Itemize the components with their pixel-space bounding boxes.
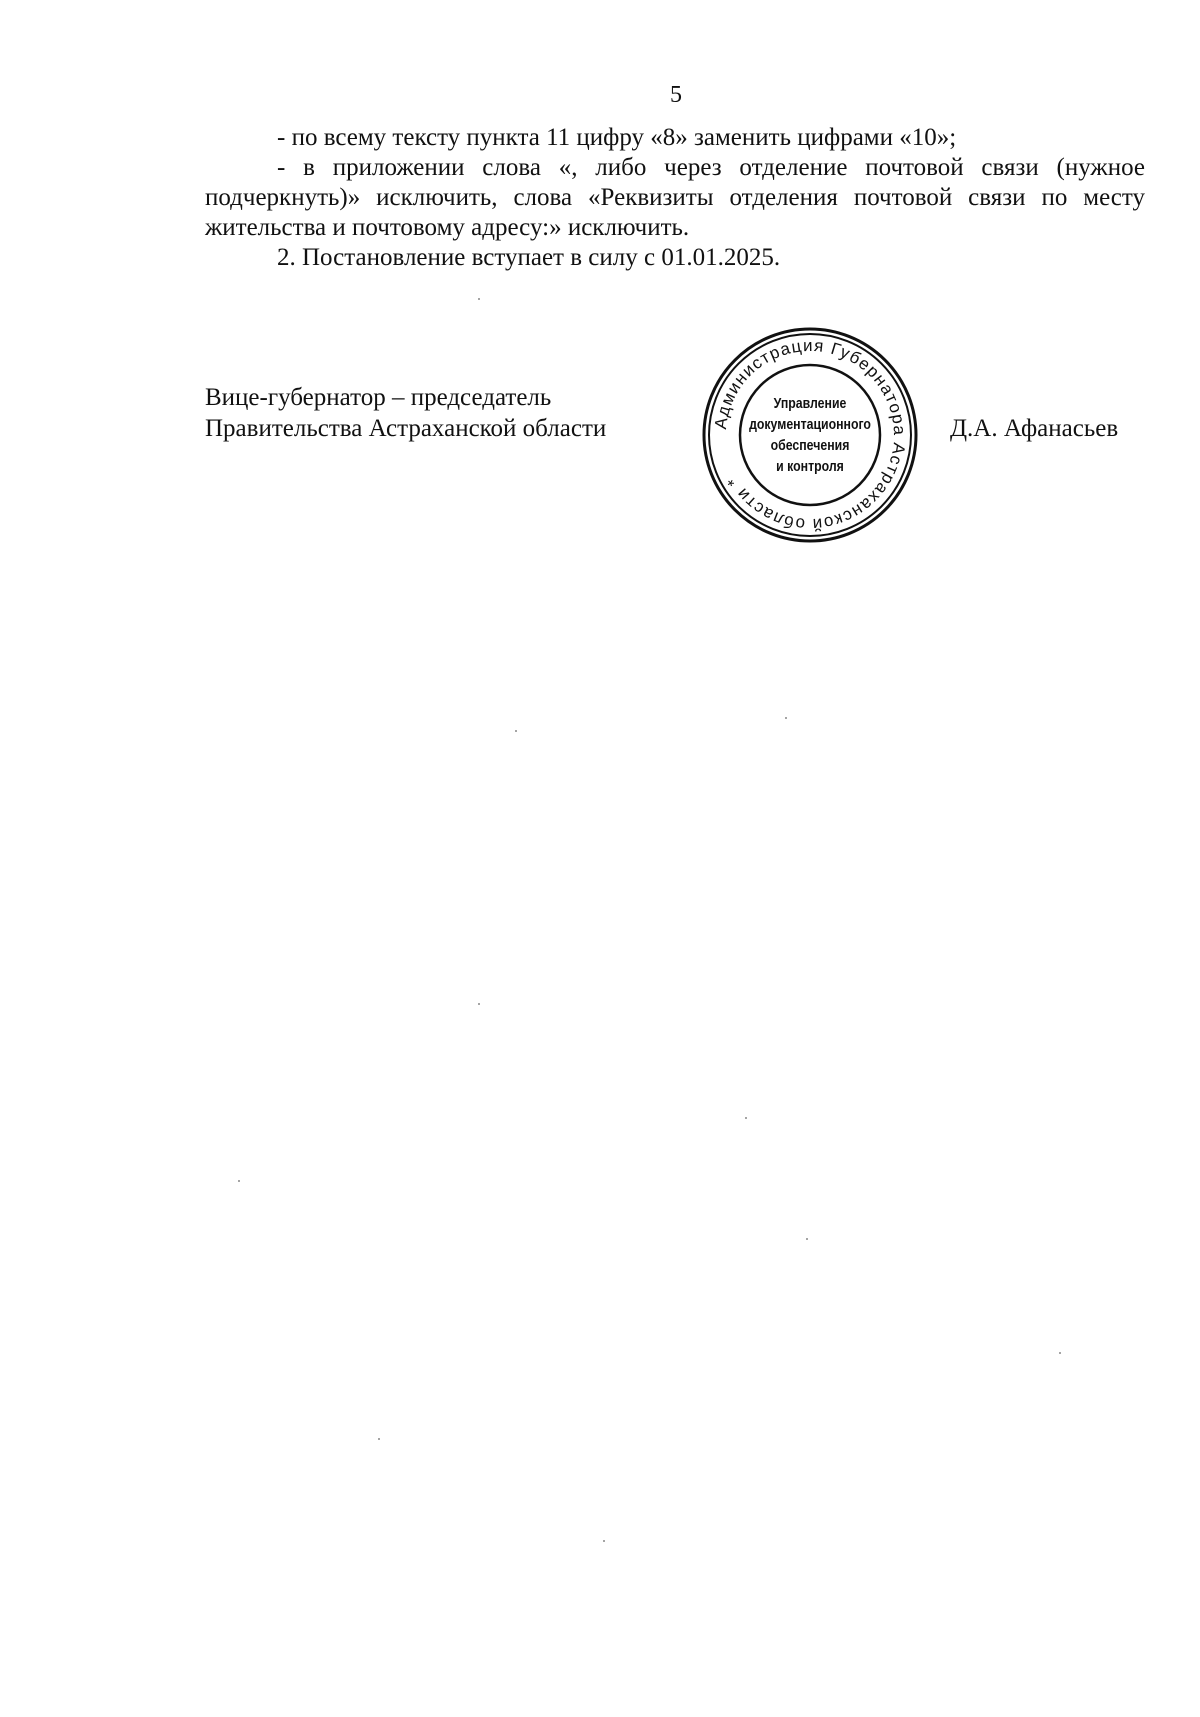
document-body xyxy=(205,123,1145,273)
stamp-outer-text: Администрация Губернатора Астраханской области * xyxy=(711,335,910,535)
paragraph-effective-date: 2. Постановление вступает в силу с 01.01.2025. xyxy=(277,244,781,271)
scan-speck xyxy=(478,1003,480,1005)
signatory-position-line-2: Правительства Астраханской области xyxy=(205,415,607,442)
paragraph-amendment-appendix: - в приложении слова «, либо через отделение почтовой связи (нужное подчеркнуть)» исключить, слова «Реквизиты отделения почтовой связи по месту жительства и почтовому адресу:» исключить. xyxy=(205,154,1145,241)
stamp-center-line-3: обеспечения xyxy=(770,437,850,454)
scan-speck xyxy=(603,1540,605,1542)
scan-speck xyxy=(478,298,480,300)
stamp-center-line-1: Управление xyxy=(773,395,847,412)
scan-speck xyxy=(785,717,787,719)
scan-speck xyxy=(515,730,517,732)
signatory-position-line-1: Вице-губернатор – председатель xyxy=(205,384,552,411)
paragraph-amendment-item-11: - по всему тексту пункта 11 цифру «8» заменить цифрами «10»; xyxy=(277,124,957,151)
scan-speck xyxy=(1059,1352,1061,1354)
stamp-center-line-2: документационного xyxy=(749,416,871,433)
scan-speck xyxy=(806,1238,808,1240)
page-number: 5 xyxy=(670,82,682,108)
official-stamp xyxy=(700,325,920,545)
scan-speck xyxy=(378,1438,380,1440)
signatory-position xyxy=(205,382,606,444)
stamp-center-line-4: и контроля xyxy=(776,458,844,475)
signatory-name: Д.А. Афанасьев xyxy=(950,415,1119,442)
scan-speck xyxy=(238,1180,240,1182)
scan-speck xyxy=(745,1117,747,1119)
stamp-center-text xyxy=(720,393,900,477)
